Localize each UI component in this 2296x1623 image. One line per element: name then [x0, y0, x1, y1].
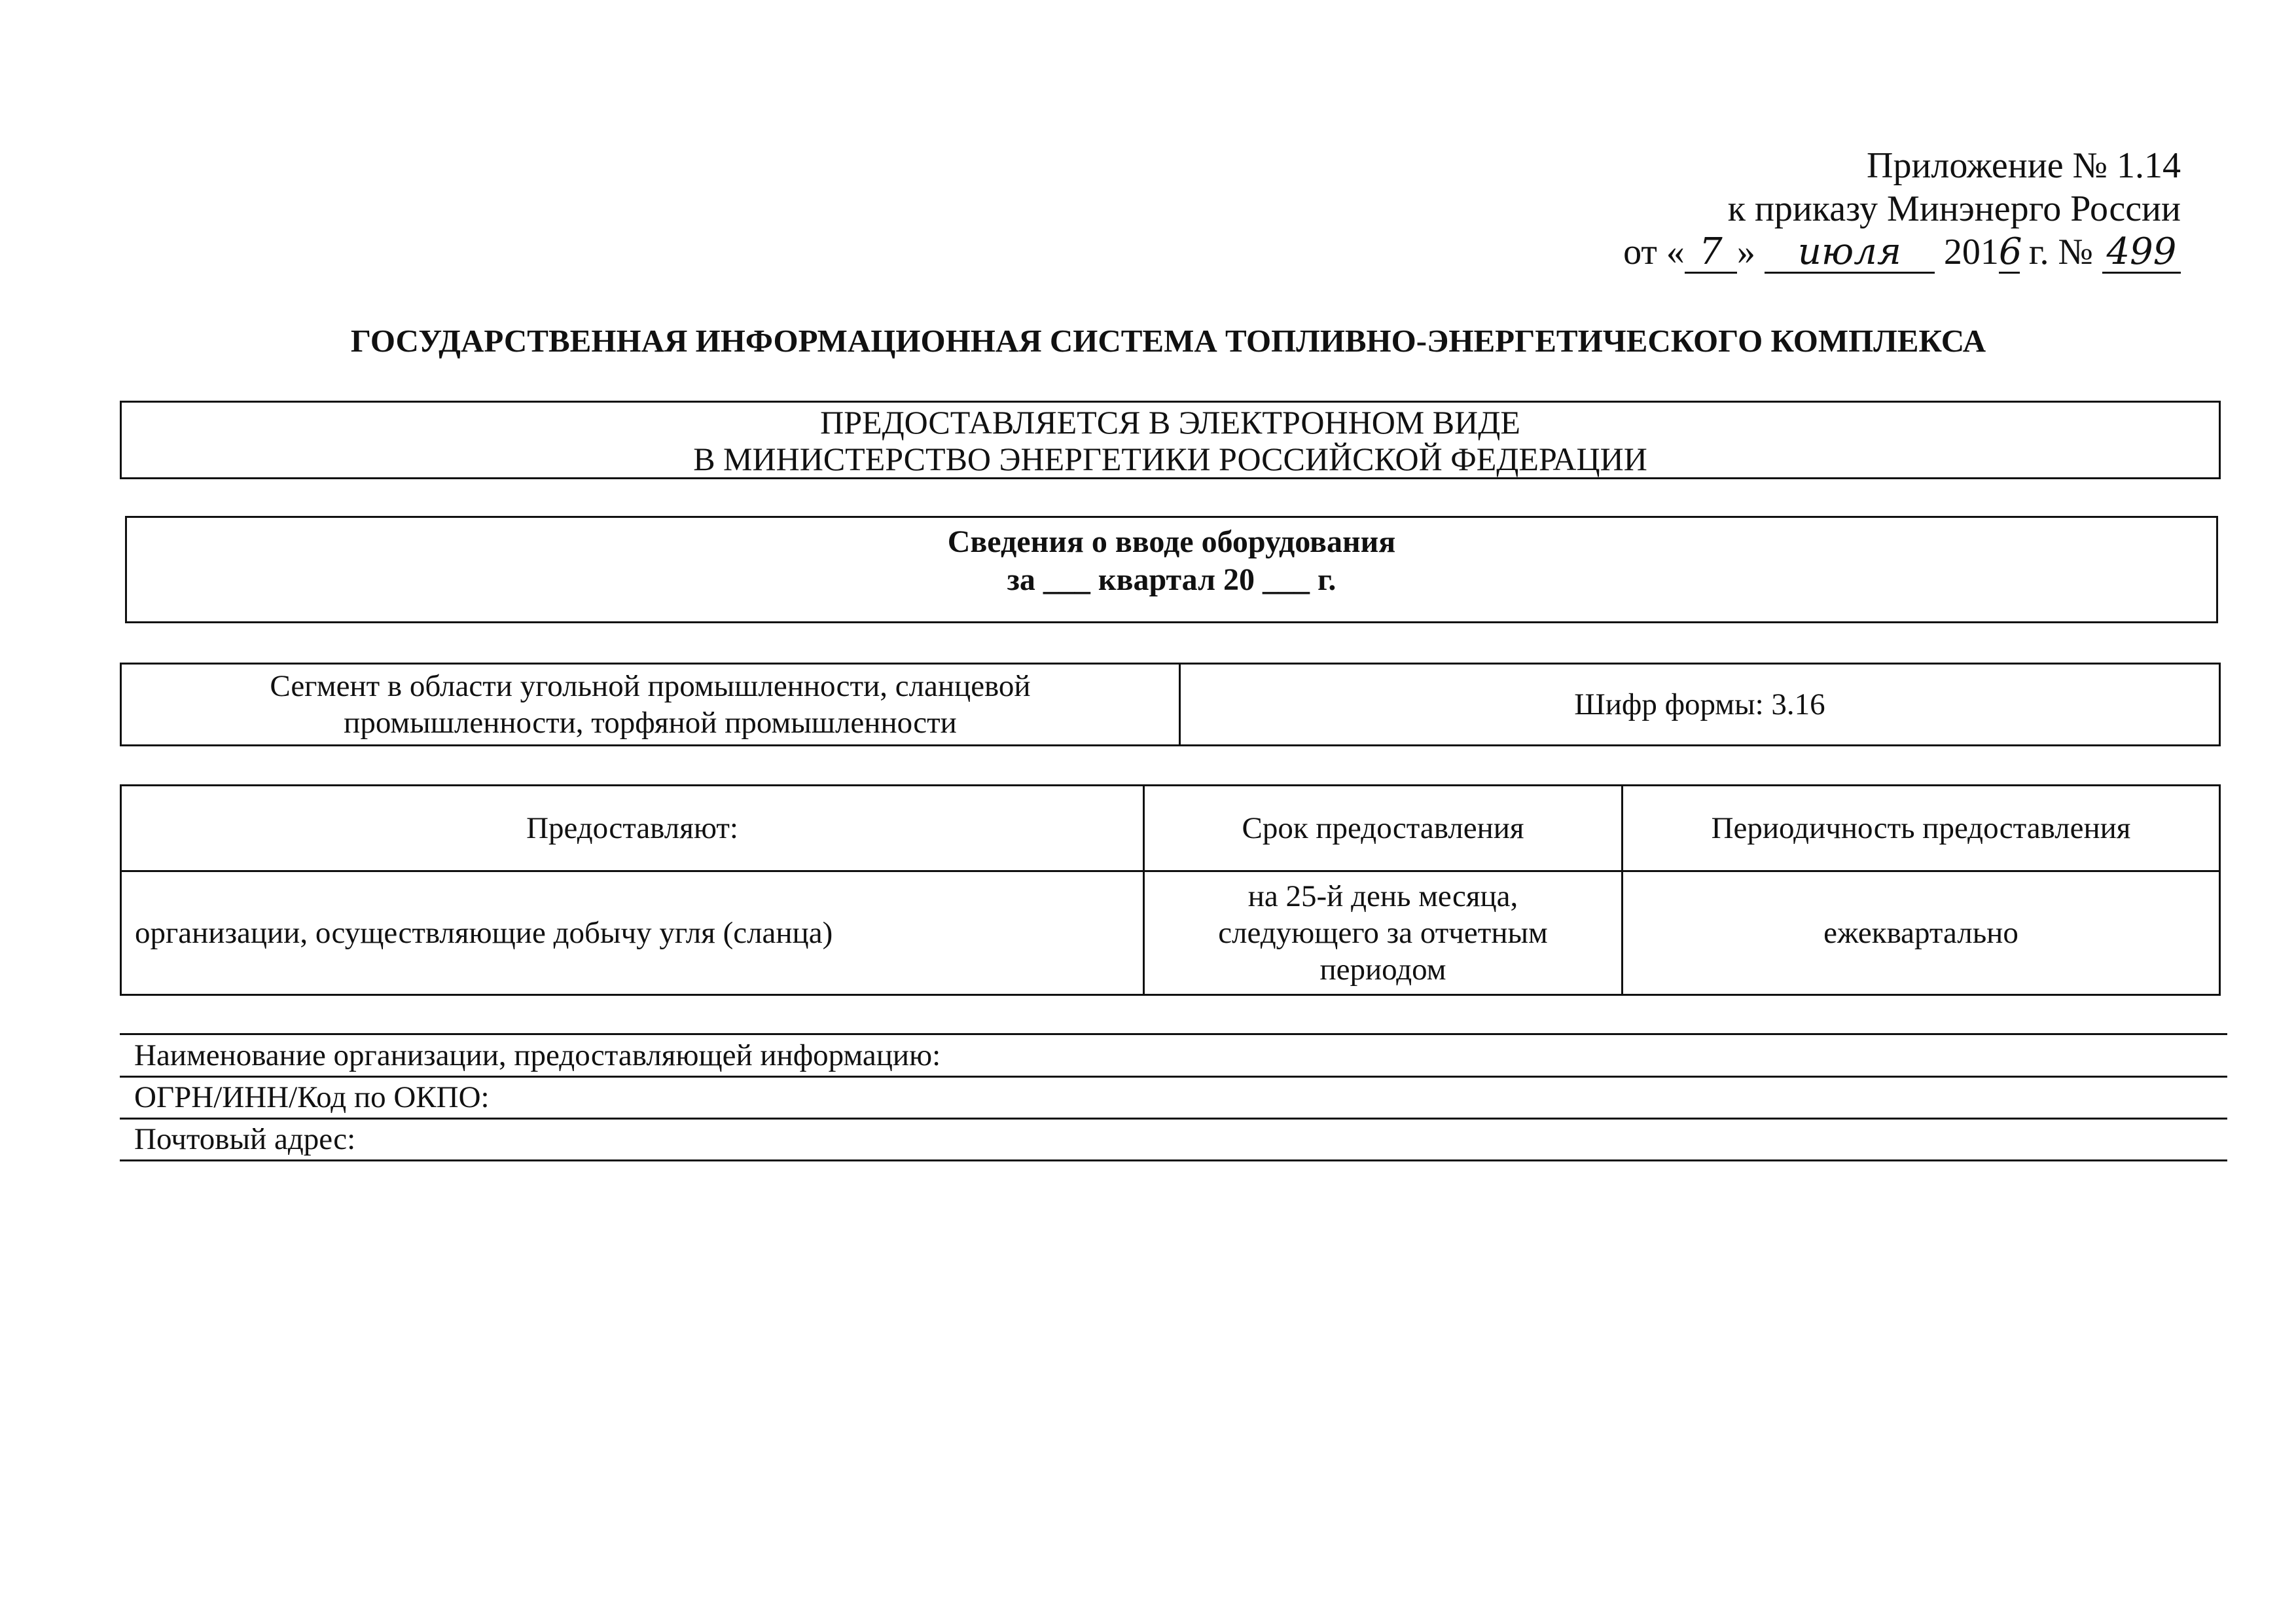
date-prefix: от «: [1623, 232, 1685, 272]
address-field[interactable]: Почтовый адрес:: [120, 1120, 2227, 1161]
cell-submitters: организации, осуществляющие добычу угля (сланца): [121, 871, 1144, 995]
date-month: июля: [1765, 232, 1935, 274]
form-code-cell: Шифр формы: 3.16: [1180, 664, 2220, 746]
org-name-field[interactable]: Наименование организации, предоставляющей информацию:: [120, 1036, 2227, 1078]
appendix-order-ref: к приказу Минэнерго России: [1727, 189, 2181, 229]
segment-cell: Сегмент в области угольной промышленности, сланцевой промышленности, торфяной промышленности: [121, 664, 1180, 746]
appendix-block: [1526, 144, 2181, 274]
table-header-row: [121, 786, 2220, 871]
ogrn-field[interactable]: ОГРН/ИНН/Код по ОКПО:: [120, 1078, 2227, 1120]
date-year-prefix: 201: [1943, 232, 1999, 272]
form-period: за ___ квартал 20 ___ г.: [1007, 562, 1336, 597]
header-submitters: Предоставляют:: [121, 786, 1144, 871]
order-number: 499: [2102, 232, 2181, 274]
order-number-label: г. №: [2019, 232, 2093, 272]
electronic-box-line2: В МИНИСТЕРСТВО ЭНЕРГЕТИКИ РОССИЙСКОЙ ФЕДЕРАЦИИ: [693, 441, 1647, 477]
segment-table: [120, 663, 2221, 746]
date-quote-close: »: [1736, 232, 1755, 272]
submission-table: [120, 784, 2221, 996]
date-day: 7: [1685, 232, 1737, 274]
fields-top-rule: [120, 1033, 2227, 1035]
table-row: [121, 871, 2220, 995]
electronic-submission-box: [120, 401, 2221, 479]
appendix-date-line: [1526, 230, 2181, 274]
cell-periodicity: ежеквартально: [1623, 871, 2220, 995]
cell-deadline: на 25-й день месяца, следующего за отчетным периодом: [1144, 871, 1623, 995]
header-deadline: Срок предоставления: [1144, 786, 1623, 871]
form-title: Сведения о вводе оборудования: [947, 524, 1396, 559]
date-year-digit: 6: [1998, 230, 2022, 273]
electronic-box-line1: ПРЕДОСТАВЛЯЕТСЯ В ЭЛЕКТРОННОМ ВИДЕ: [820, 404, 1520, 441]
system-title: ГОСУДАРСТВЕННАЯ ИНФОРМАЦИОННАЯ СИСТЕМА ТОПЛИВНО-ЭНЕРГЕТИЧЕСКОГО КОМПЛЕКСА: [350, 323, 1986, 359]
form-title-box: [125, 516, 2218, 623]
header-periodicity: Периодичность предоставления: [1623, 786, 2220, 871]
appendix-title: Приложение № 1.14: [1867, 145, 2181, 186]
